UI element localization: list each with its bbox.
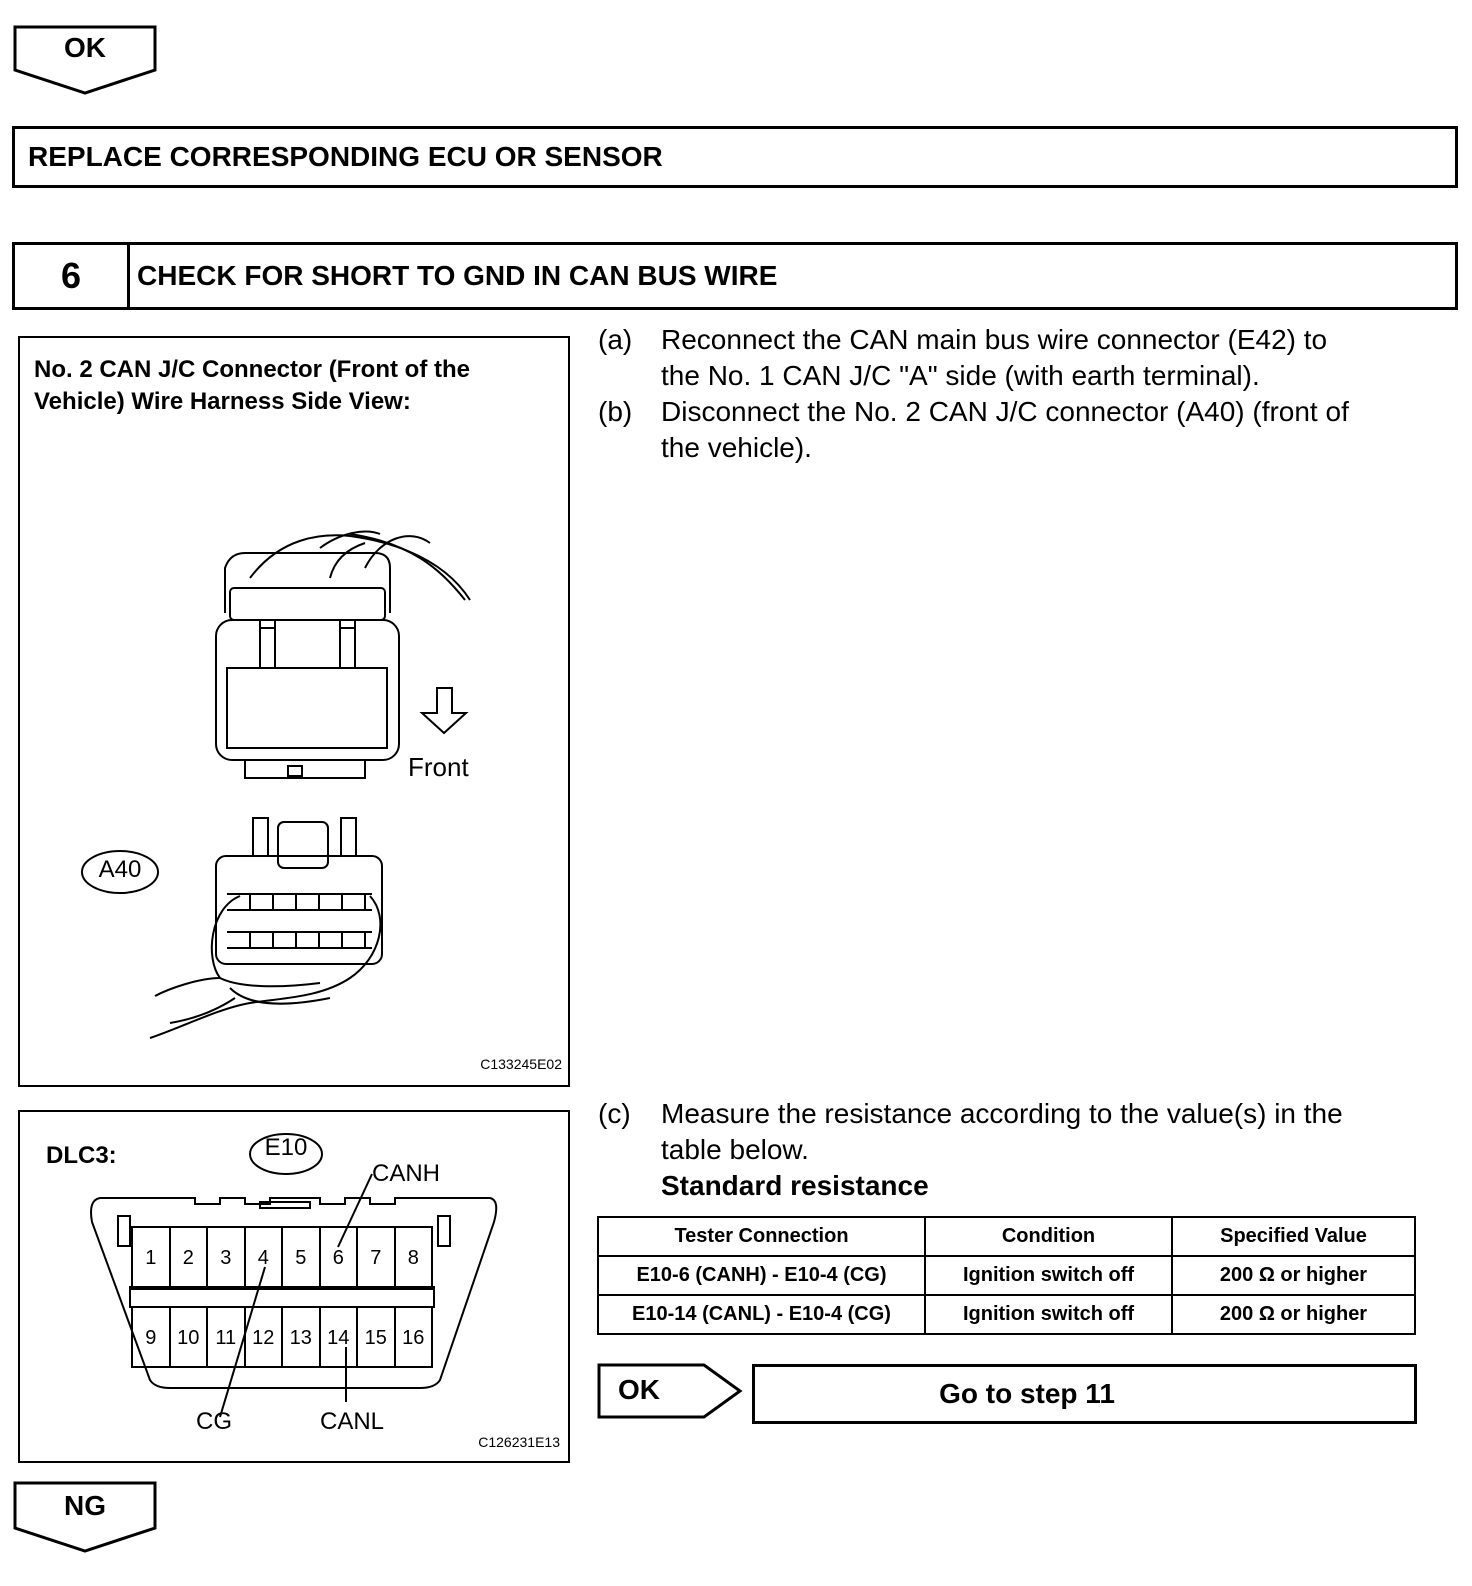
table-row xyxy=(598,1256,1415,1295)
cell-condition: Ignition switch off xyxy=(925,1295,1172,1334)
table-row xyxy=(598,1295,1415,1334)
dlc3-pin-15: 15 xyxy=(364,1327,387,1349)
go-to-step-text: Go to step 11 xyxy=(939,1378,1115,1409)
figure1-title-line1: No. 2 CAN J/C Connector (Front of the xyxy=(34,356,470,383)
ok-flow-marker-right xyxy=(596,1362,746,1420)
dlc3-pin-10: 10 xyxy=(177,1327,200,1349)
cell-specified-value: 200 Ω or higher xyxy=(1172,1295,1415,1334)
go-to-step-box xyxy=(752,1364,1417,1424)
standard-resistance-heading: Standard resistance xyxy=(661,1170,929,1201)
cell-specified-value: 200 Ω or higher xyxy=(1172,1256,1415,1295)
ok-label-top: OK xyxy=(64,32,106,63)
replace-ecu-bar xyxy=(12,126,1458,188)
cell-tester-connection: E10-6 (CANH) - E10-4 (CG) xyxy=(598,1256,925,1295)
resistance-table xyxy=(597,1216,1416,1335)
instruction-c-label: (c) xyxy=(598,1098,631,1129)
ok-flow-marker-top xyxy=(12,24,158,96)
figure1-title-line2: Vehicle) Wire Harness Side View: xyxy=(34,388,411,415)
dlc3-title: DLC3: xyxy=(46,1142,117,1169)
replace-ecu-text: REPLACE CORRESPONDING ECU OR SENSOR xyxy=(28,141,663,172)
connector-a40-label: A40 xyxy=(98,856,142,883)
dlc3-pin-16: 16 xyxy=(402,1327,425,1349)
dlc3-pin-12: 12 xyxy=(252,1327,275,1349)
connector-drawing xyxy=(20,338,568,1085)
dlc3-pin-13: 13 xyxy=(289,1327,312,1349)
dlc3-pin-9: 9 xyxy=(145,1327,157,1349)
dlc3-pin-14: 14 xyxy=(327,1327,350,1349)
front-label: Front xyxy=(408,752,469,782)
instruction-c-line1: Measure the resistance according to the value(s) in the xyxy=(661,1098,1343,1129)
instruction-a-line2: the No. 1 CAN J/C "A" side (with earth terminal). xyxy=(661,360,1260,391)
header-condition: Condition xyxy=(925,1217,1172,1256)
dlc3-pin-6: 6 xyxy=(332,1247,344,1269)
figure-dlc3 xyxy=(18,1110,570,1463)
canl-label: CANL xyxy=(320,1408,385,1435)
figure1-code: C133245E02 xyxy=(480,1056,562,1072)
cg-label: CG xyxy=(196,1408,232,1435)
table-header-row xyxy=(598,1217,1415,1256)
instruction-a xyxy=(598,322,1458,394)
dlc3-pin-2: 2 xyxy=(182,1247,194,1269)
dlc3-pin-4: 4 xyxy=(257,1247,269,1269)
instruction-c xyxy=(598,1096,1458,1204)
instruction-a-label: (a) xyxy=(598,324,633,355)
dlc3-pin-1: 1 xyxy=(145,1247,157,1269)
header-specified-value: Specified Value xyxy=(1172,1217,1415,1256)
instruction-c-line2: table below. xyxy=(661,1134,809,1165)
dlc3-pin-5: 5 xyxy=(295,1247,307,1269)
instruction-b-line2: the vehicle). xyxy=(661,432,812,463)
instruction-b xyxy=(598,394,1458,466)
instruction-a-line1: Reconnect the CAN main bus wire connector (E42) to xyxy=(661,324,1328,355)
canh-label: CANH xyxy=(372,1160,441,1187)
cell-tester-connection: E10-14 (CANL) - E10-4 (CG) xyxy=(598,1295,925,1334)
dlc3-pin-11: 11 xyxy=(215,1327,237,1349)
figure2-code: C126231E13 xyxy=(478,1434,560,1450)
dlc3-pin-7: 7 xyxy=(370,1247,382,1269)
dlc3-diagram xyxy=(20,1112,568,1461)
step-header xyxy=(12,242,1458,310)
ok-label-right: OK xyxy=(618,1374,660,1405)
dlc3-connector-label: E10 xyxy=(264,1134,308,1161)
cell-condition: Ignition switch off xyxy=(925,1256,1172,1295)
dlc3-pin-8: 8 xyxy=(407,1247,419,1269)
instruction-b-line1: Disconnect the No. 2 CAN J/C connector (A40) (front of xyxy=(661,396,1349,427)
dlc3-pin-3: 3 xyxy=(220,1247,232,1269)
figure-connector-a40 xyxy=(18,336,570,1087)
ng-label: NG xyxy=(64,1490,106,1521)
step-title: CHECK FOR SHORT TO GND IN CAN BUS WIRE xyxy=(137,260,778,291)
step-number: 6 xyxy=(15,245,130,307)
header-tester-connection: Tester Connection xyxy=(598,1217,925,1256)
ng-flow-marker xyxy=(12,1480,158,1554)
instruction-b-label: (b) xyxy=(598,396,633,427)
